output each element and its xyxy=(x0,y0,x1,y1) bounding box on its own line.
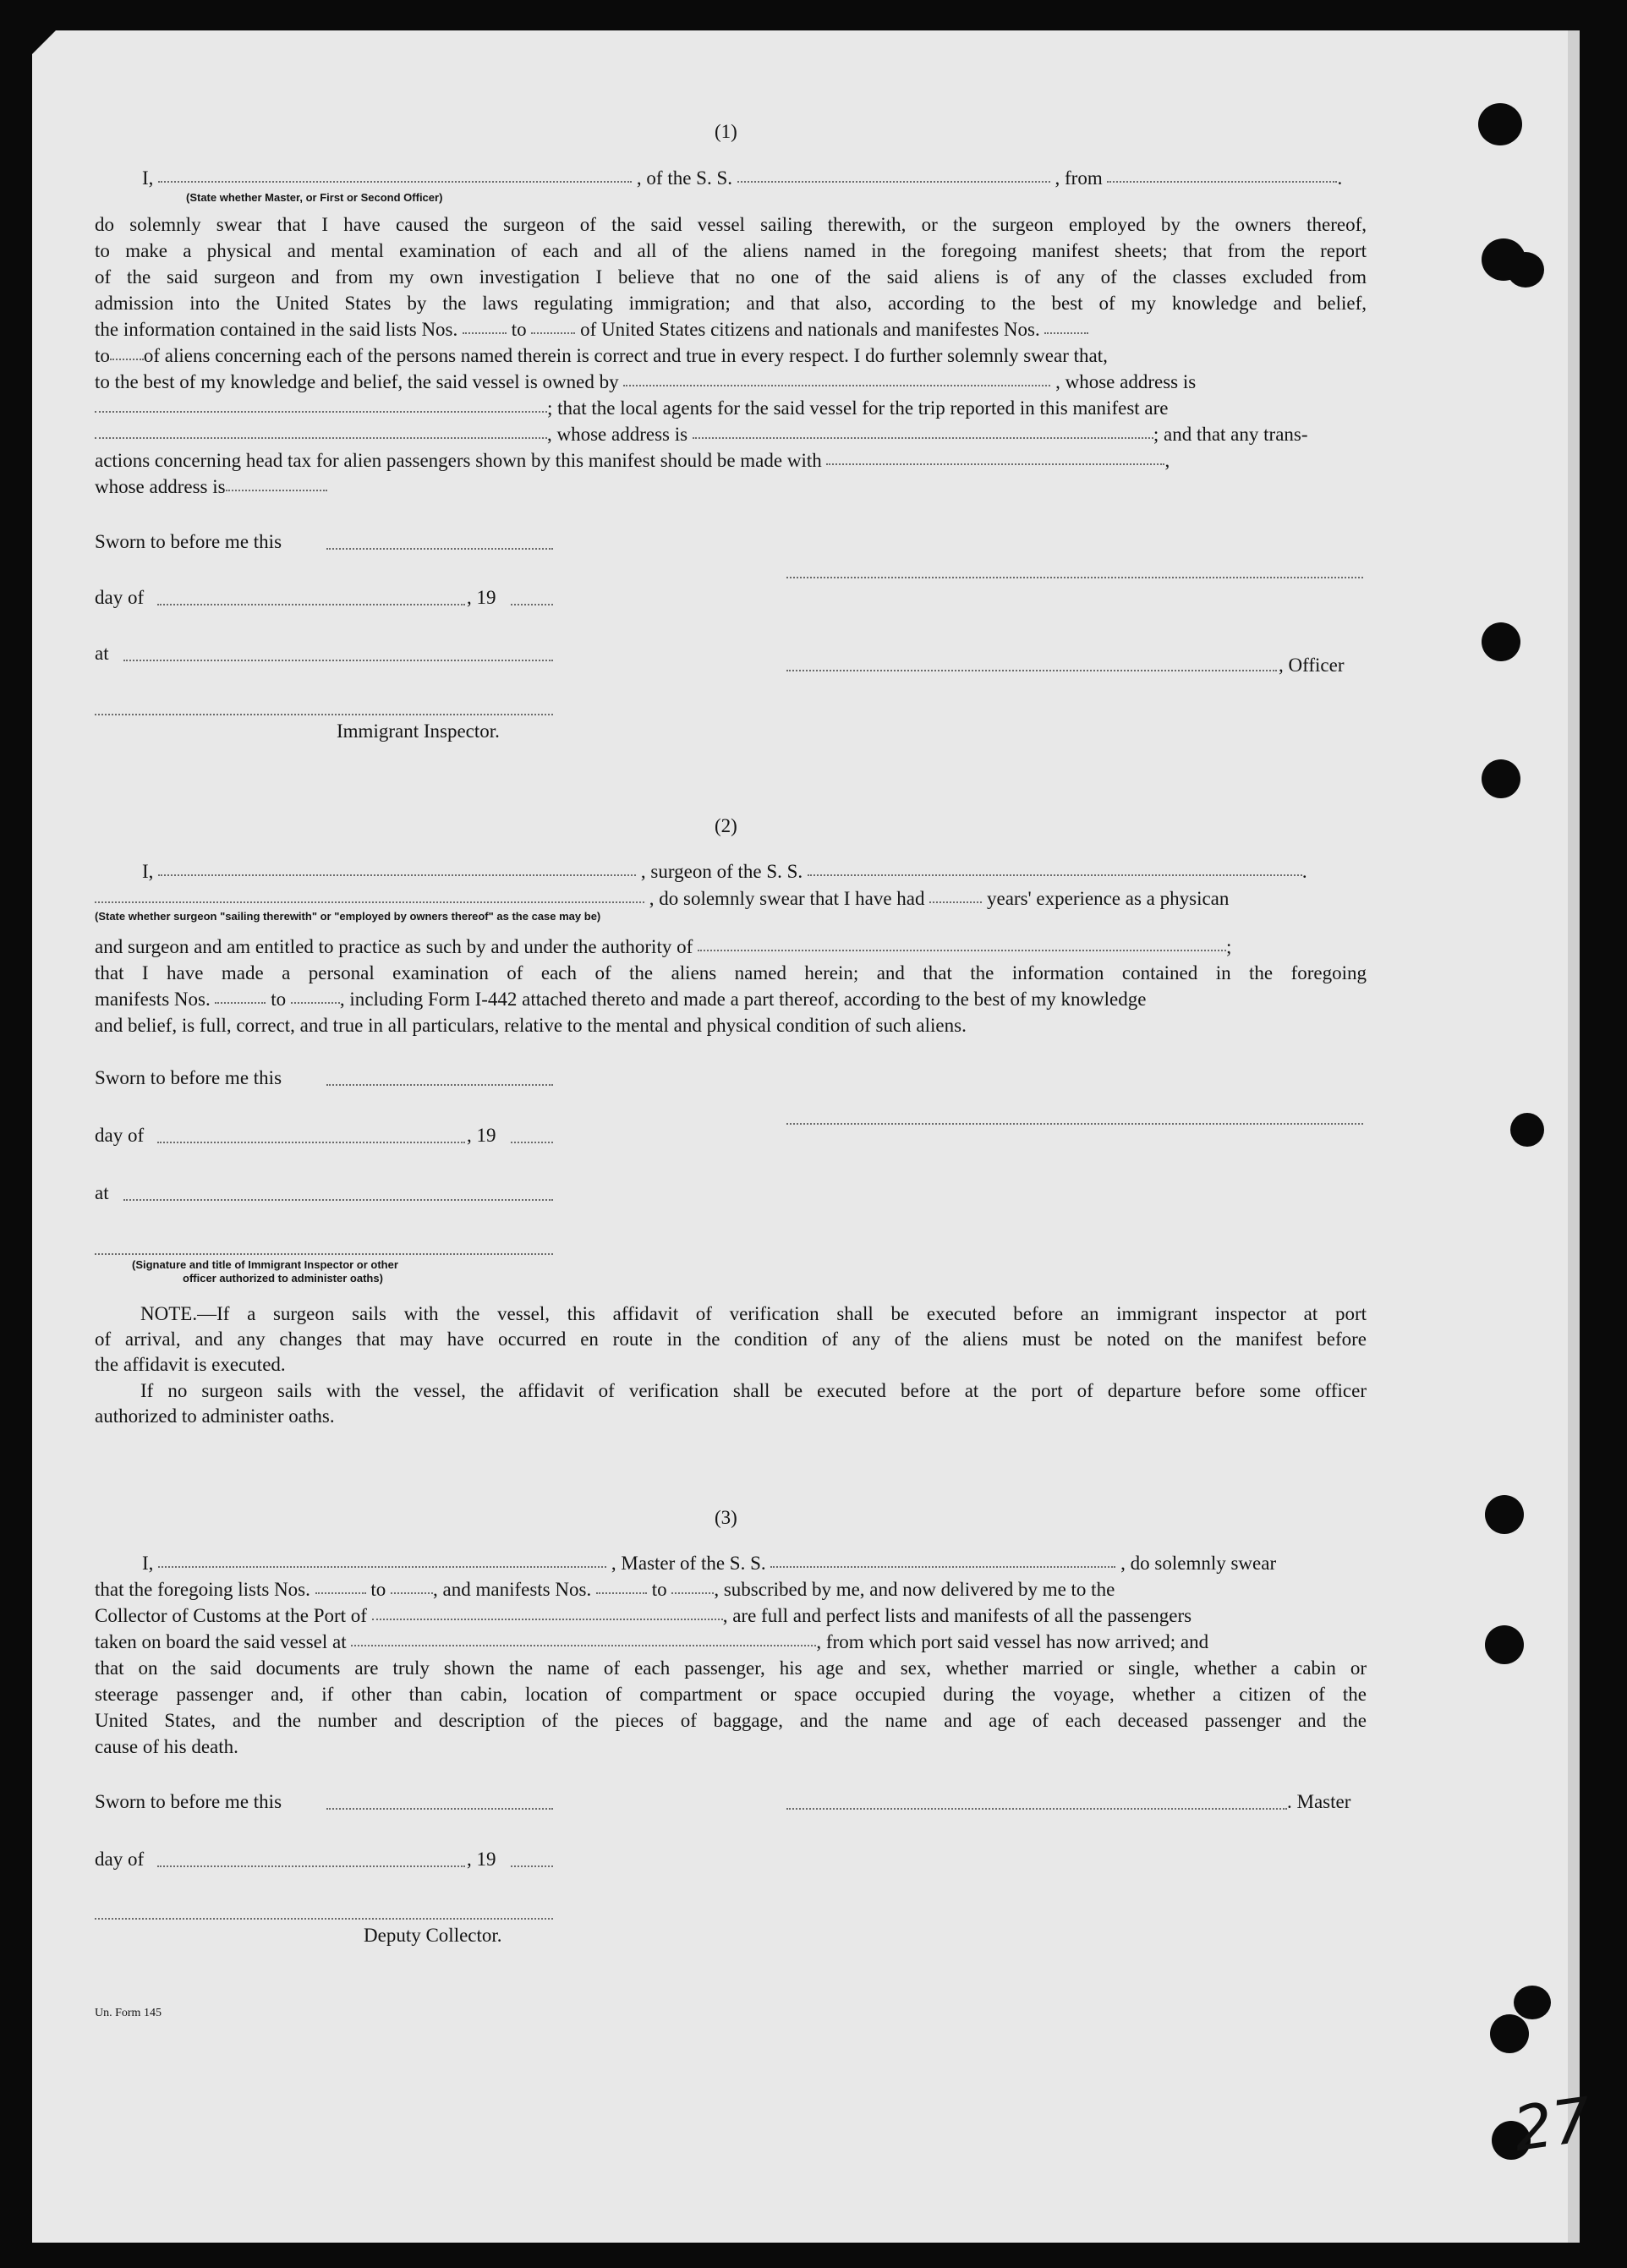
day-of-label: day of xyxy=(95,1125,145,1146)
punch-hole xyxy=(1490,2014,1529,2053)
sec1-para-line: to of aliens concerning each of the persons named therein is correct and true in every respect. I do further solemnly swear that, xyxy=(95,345,1108,366)
day-of-label: day of xyxy=(95,587,145,608)
sec2-para-line: that I have made a personal examination of each of the aliens named herein; and that the information contained in the foregoing xyxy=(95,962,1367,983)
year-label: , 19 xyxy=(467,1849,496,1870)
signature-title-note: (Signature and title of Immigrant Inspector or other xyxy=(132,1258,398,1271)
sec3-para-line: Collector of Customs at the Port of , are full and perfect lists and manifests of all the passengers xyxy=(95,1605,1192,1626)
section-1-number: (1) xyxy=(715,121,737,142)
sec1-para-line: admission into the United States by the laws regulating immigration; and that also, according to the best of my knowledge and belief, xyxy=(95,293,1367,314)
form-number: Un. Form 145 xyxy=(95,2007,162,2019)
punch-hole xyxy=(1482,622,1520,661)
punch-hole xyxy=(1485,1625,1524,1664)
folded-corner xyxy=(32,30,56,54)
sec2-line-1: I, , surgeon of the S. S. . xyxy=(142,861,1307,882)
sec2-para-line: manifests Nos. to , including Form I-442 attached thereto and made a part thereof, according to the best of my knowledge xyxy=(95,989,1147,1010)
punch-hole xyxy=(1485,1495,1524,1534)
label-from: , from xyxy=(1055,167,1103,189)
at-label: at xyxy=(95,1182,109,1203)
punch-hole xyxy=(1507,252,1544,288)
day-of-label: day of xyxy=(95,1849,145,1870)
sec3-line-1: I, , Master of the S. S. , do solemnly swear xyxy=(142,1553,1277,1574)
punch-hole xyxy=(1514,1986,1551,2019)
handwritten-page-number: 27 xyxy=(1509,2084,1597,2165)
sec3-para-line: cause of his death. xyxy=(95,1736,238,1757)
sworn-label: Sworn to before me this xyxy=(95,1067,282,1088)
sec1-para-line: to the best of my knowledge and belief, the said vessel is owned by , whose address is xyxy=(95,371,1197,392)
note-line: authorized to administer oaths. xyxy=(95,1405,335,1427)
punch-hole xyxy=(1478,103,1522,145)
label-i: I, xyxy=(142,167,154,189)
sec1-para-line: whose address is xyxy=(95,476,1367,498)
deputy-collector-label: Deputy Collector. xyxy=(364,1925,502,1946)
sec1-line-1: I, , of the S. S. , from . xyxy=(142,167,1343,189)
sec1-para-line: actions concerning head tax for alien passengers shown by this manifest should be made with , xyxy=(95,450,1170,471)
surgeon-status-note: (State whether surgeon "sailing therewith" or "employed by owners thereof" as the case may be) xyxy=(95,910,601,923)
sec1-para-line: the information contained in the said lists Nos. to of United States citizens and nationals and manifestes Nos. xyxy=(95,319,1367,341)
year-label: , 19 xyxy=(467,1125,496,1146)
signature-title-note: officer authorized to administer oaths) xyxy=(183,1272,383,1285)
officer-label: , Officer xyxy=(1279,655,1345,676)
immigrant-inspector-label: Immigrant Inspector. xyxy=(337,720,500,742)
sec3-para-line: steerage passenger and, if other than cabin, location of compartment or space occupied during the voyage, whether a citizen of the xyxy=(95,1684,1367,1705)
master-label: . Master xyxy=(1287,1791,1351,1812)
sec2-line-2: , do solemnly swear that I have had years' experience as a physican xyxy=(95,888,1367,910)
sec3-para-line: United States, and the number and description of the pieces of baggage, and the name and age of each deceased passenger and the xyxy=(95,1710,1367,1731)
note-line: of arrival, and any changes that may have occurred en route in the condition of any of the aliens must be noted on the manifest before xyxy=(95,1328,1367,1350)
section-3-number: (3) xyxy=(715,1507,737,1528)
note-line: If no surgeon sails with the vessel, the affidavit of verification shall be executed before at the port of departure before some officer xyxy=(140,1380,1367,1401)
sec1-para-line: do solemnly swear that I have caused the surgeon of the said vessel sailing therewith, or the surgeon employed by the owners thereof, xyxy=(95,214,1367,235)
sec3-para-line: that on the said documents are truly shown the name of each passenger, his age and sex, whether married or single, whether a cabin or xyxy=(95,1657,1367,1679)
section-2-number: (2) xyxy=(715,815,737,836)
sec2-para-line: and belief, is full, correct, and true in all particulars, relative to the mental and physical condition of such aliens. xyxy=(95,1015,967,1036)
label-of-ss: , of the S. S. xyxy=(636,167,733,189)
sworn-label: Sworn to before me this xyxy=(95,531,282,552)
punch-hole xyxy=(1482,759,1520,798)
sec1-para-line: ; that the local agents for the said vessel for the trip reported in this manifest are xyxy=(95,397,1367,419)
sec1-para-line: to make a physical and mental examination of each and all of the aliens named in the foregoing manifest sheets; that from the report xyxy=(95,240,1367,261)
note-line: NOTE.—If a surgeon sails with the vessel, this affidavit of verification shall be executed before an immigrant inspector at port xyxy=(140,1303,1367,1324)
sec3-para-line: that the foregoing lists Nos. to , and manifests Nos. to , subscribed by me, and now delivered by me to the xyxy=(95,1579,1115,1600)
note-line: the affidavit is executed. xyxy=(95,1354,286,1375)
sec1-para-line: of the said surgeon and from my own investigation I believe that no one of the said aliens is of any of the classes excluded from xyxy=(95,266,1367,288)
punch-hole xyxy=(1510,1113,1544,1147)
officer-rank-note: (State whether Master, or First or Second Officer) xyxy=(186,191,443,204)
sec1-para-line: , whose address is ; and that any trans- xyxy=(95,424,1367,446)
year-label: , 19 xyxy=(467,587,496,608)
sec2-para-line: and surgeon and am entitled to practice as such by and under the authority of ; xyxy=(95,936,1232,957)
sworn-label: Sworn to before me this xyxy=(95,1791,282,1812)
at-label: at xyxy=(95,643,109,664)
sec3-para-line: taken on board the said vessel at , from which port said vessel has now arrived; and xyxy=(95,1631,1209,1652)
